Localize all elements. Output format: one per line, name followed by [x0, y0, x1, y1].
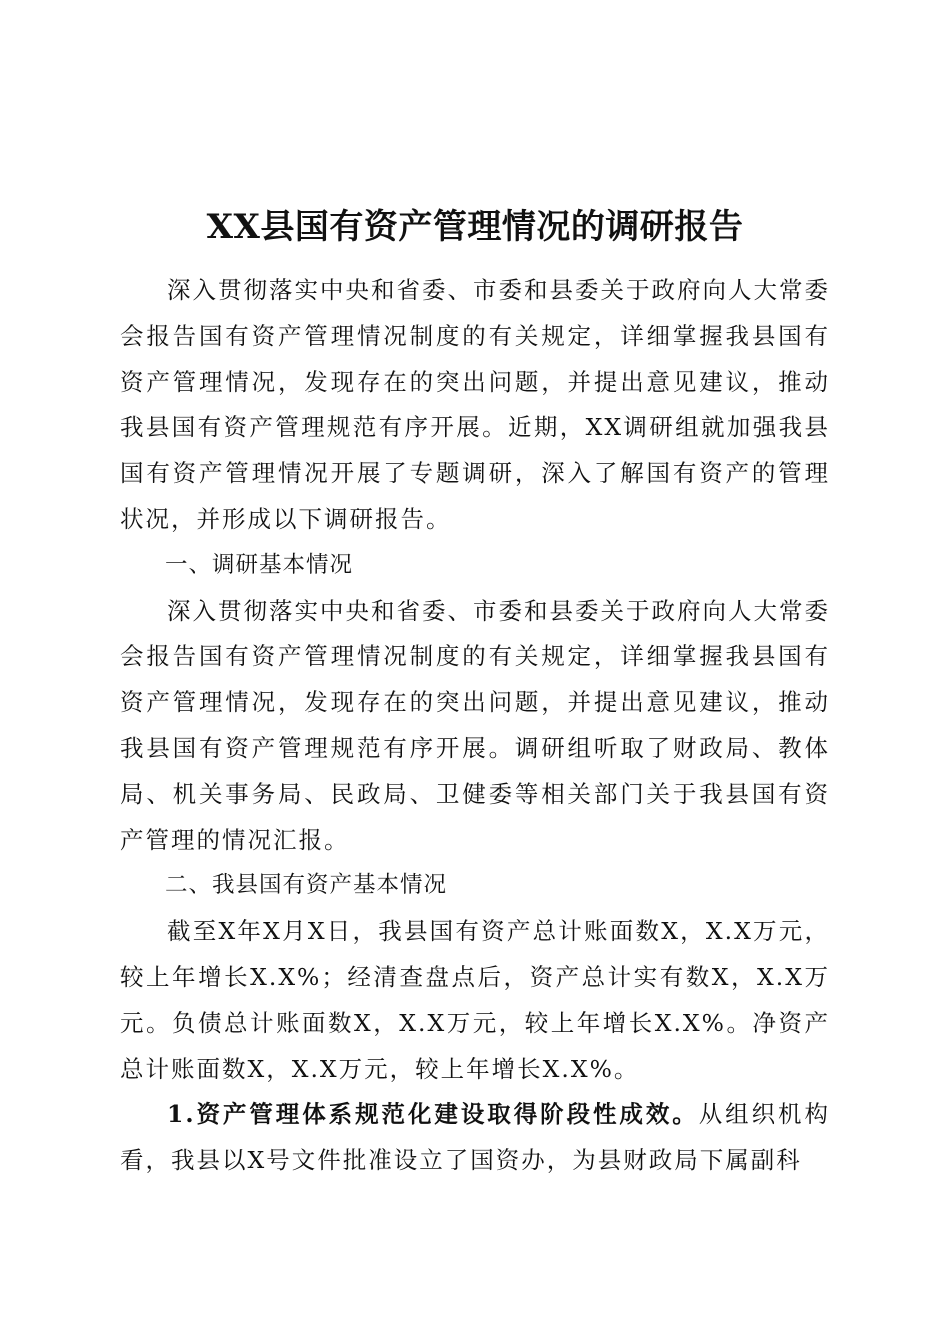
subsection-1-text: 从组织机构看，我县以X号文件批准设立了国资办，为县财政局下属副科 — [120, 1100, 830, 1175]
section-heading-1: 一、调研基本情况 — [165, 551, 354, 578]
subsection-1-paragraph — [120, 1092, 830, 1184]
section-heading-2: 二、我县国有资产基本情况 — [165, 872, 448, 899]
document-body — [120, 268, 830, 1184]
section-2-paragraph: 截至X年X月X日，我县国有资产总计账面数X，X.X万元，较上年增长X.X%；经清查盘点后，资产总计实有数X，X.X万元。负债总计账面数X，X.X万元，较上年增长X.X%。净资产总计账面数X，X.X万元，较上年增长X.X%。 — [120, 917, 830, 1083]
section-1-paragraph: 深入贯彻落实中央和省委、市委和县委关于政府向人大常委会报告国有资产管理情况制度的有关规定，详细掌握我县国有资产管理情况，发现存在的突出问题，并提出意见建议，推动我县国有资产管理规范有序开展。调研组听取了财政局、教体局、机关事务局、民政局、卫健委等相关部门关于我县国有资产管理的情况汇报。 — [120, 596, 830, 854]
document-title: XX县国有资产管理情况的调研报告 — [206, 206, 744, 247]
intro-paragraph: 深入贯彻落实中央和省委、市委和县委关于政府向人大常委会报告国有资产管理情况制度的有关规定，详细掌握我县国有资产管理情况，发现存在的突出问题，并提出意见建议，推动我县国有资产管理规范有序开展。近期，XX调研组就加强我县国有资产管理情况开展了专题调研，深入了解国有资产的管理状况，并形成以下调研报告。 — [120, 276, 830, 533]
subsection-1-lead: 1.资产管理体系规范化建设取得阶段性成效。 — [167, 1100, 699, 1129]
